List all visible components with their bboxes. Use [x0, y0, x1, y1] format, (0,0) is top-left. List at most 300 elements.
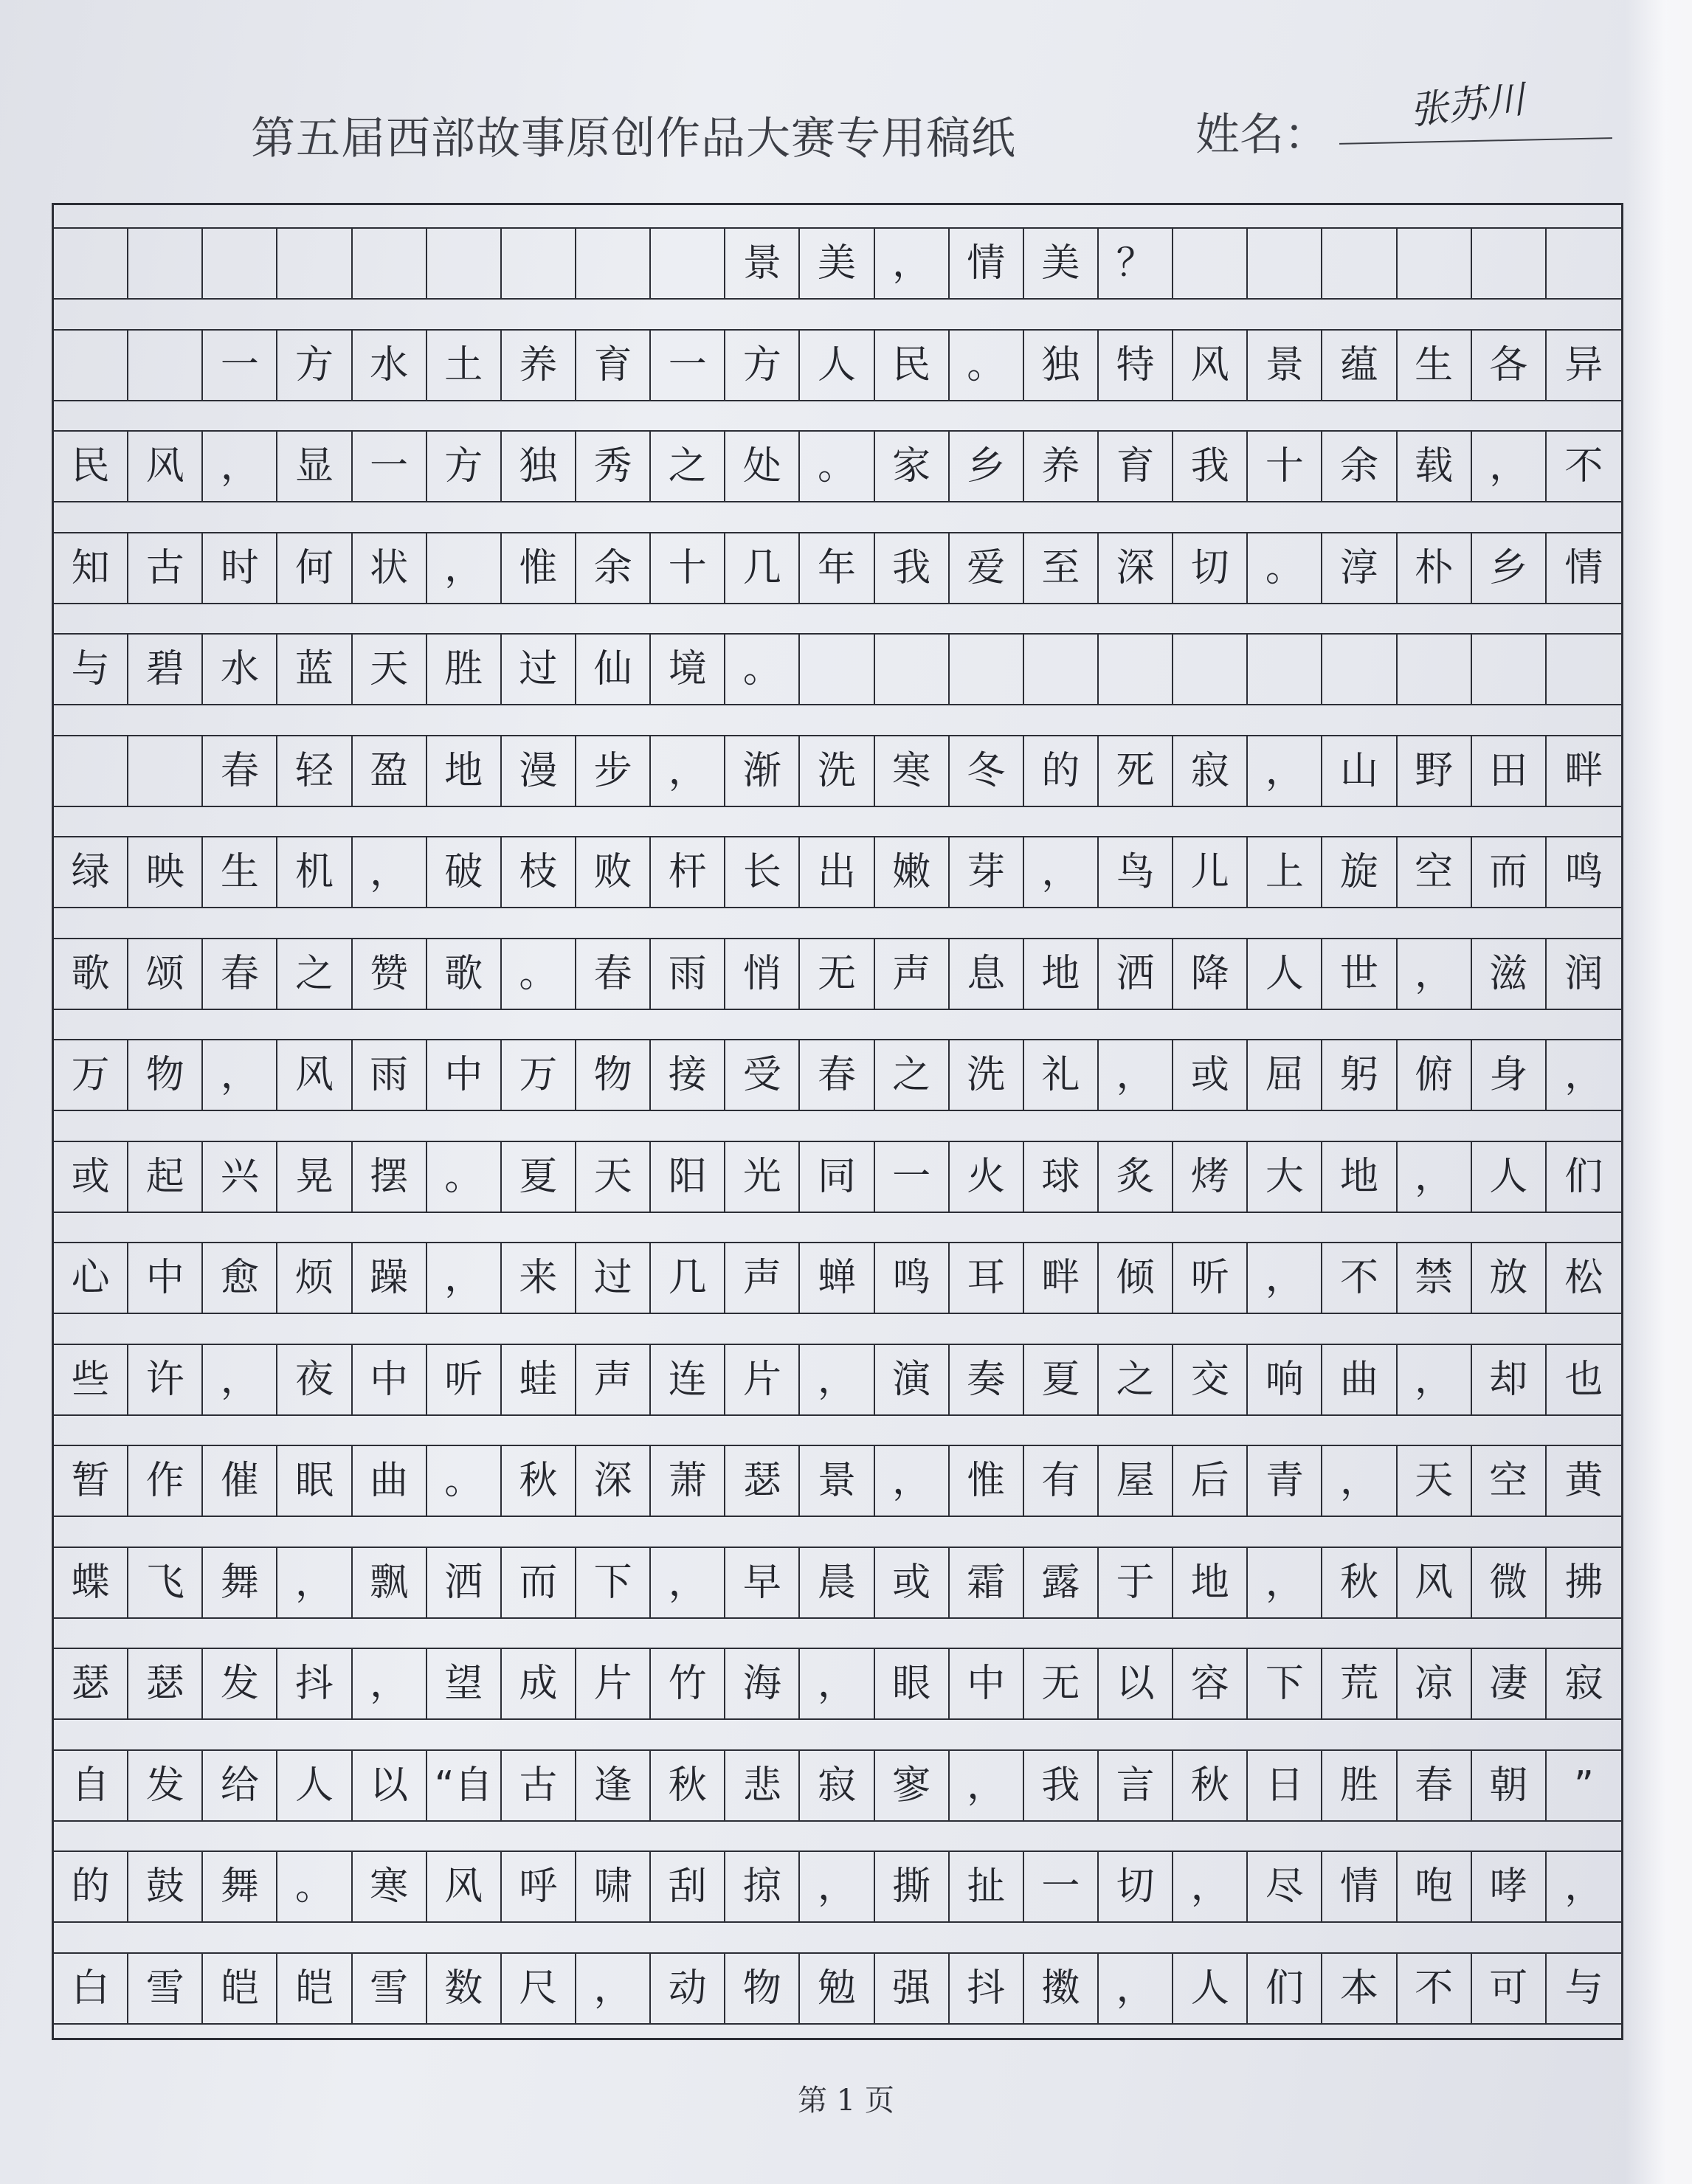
grid-cell: 抖: [950, 1954, 1024, 2023]
grid-cell: 片: [576, 1649, 651, 1718]
grid-cell: 一: [1024, 1852, 1099, 1921]
text-row: [54, 836, 1621, 908]
grid-cell: 催: [203, 1446, 277, 1516]
grid-cell: 瑟: [54, 1649, 128, 1718]
grid-cell: ，: [1564, 1865, 1603, 1909]
grid-cell: 人: [1173, 1954, 1248, 2023]
grid-cell: 舞: [203, 1852, 277, 1921]
grid-cell: 天: [353, 635, 427, 704]
grid-cell: 情: [1322, 1852, 1397, 1921]
grid-cell: 淳: [1322, 533, 1397, 603]
grid-cell: 飞: [128, 1548, 203, 1617]
grid-cell: ，: [1099, 1954, 1173, 2023]
grid-cell: 十: [651, 533, 725, 603]
grid-cell: 败: [576, 837, 651, 907]
grid-cell: 空: [1398, 837, 1472, 907]
grid-cell: 境: [651, 635, 725, 704]
grid-cell: 嫩: [875, 837, 950, 907]
grid-cell: 中: [427, 1040, 502, 1110]
grid-cell: 独: [1024, 331, 1099, 400]
grid-cell: ，: [651, 736, 725, 806]
grid-cell: 养: [1024, 432, 1099, 501]
grid-cell: 乡: [950, 432, 1024, 501]
grid-cell: 地: [1173, 1548, 1248, 1617]
grid-cell: 躬: [1322, 1040, 1397, 1110]
grid-cell: 躁: [353, 1243, 427, 1313]
grid-cell: 起: [128, 1142, 203, 1212]
grid-cell: 掠: [725, 1852, 800, 1921]
grid-cell: 之: [277, 939, 352, 1009]
grid-cell: 作: [128, 1446, 203, 1516]
grid-cell: 天: [1398, 1446, 1472, 1516]
grid-cell: 步: [576, 736, 651, 806]
grid-cell: 夏: [1024, 1345, 1099, 1414]
grid-cell: 儿: [1173, 837, 1248, 907]
grid-cell: 雨: [353, 1040, 427, 1110]
grid-cell: 蛙: [502, 1345, 576, 1414]
grid-cell: 民: [54, 432, 128, 501]
grid-cell: ，: [277, 1548, 352, 1617]
grid-cell: 连: [651, 1345, 725, 1414]
grid-cell: 载: [1398, 432, 1472, 501]
grid-cell: ，: [1173, 1852, 1248, 1921]
grid-cell: [1398, 635, 1472, 704]
grid-cell: 白: [54, 1954, 128, 2023]
grid-cell: 俯: [1398, 1040, 1472, 1110]
text-row: [54, 329, 1621, 401]
grid-cell: 歌: [54, 939, 128, 1009]
grid-cell: 或: [1173, 1040, 1248, 1110]
grid-cell: 状: [353, 533, 427, 603]
grid-cell: 蓝: [277, 635, 352, 704]
grid-cell: 暂: [54, 1446, 128, 1516]
grid-cell: 而: [502, 1548, 576, 1617]
grid-cell: ，: [1398, 1142, 1472, 1212]
grid-cell: 青: [1248, 1446, 1322, 1516]
grid-cell: 旋: [1322, 837, 1397, 907]
grid-cell: 于: [1099, 1548, 1173, 1617]
grid-cell: 望: [427, 1649, 502, 1718]
title-cell: [502, 229, 576, 298]
grid-cell: 烤: [1173, 1142, 1248, 1212]
grid-cell: 扯: [950, 1852, 1024, 1921]
grid-cell: 一: [353, 432, 427, 501]
grid-cell: 或: [54, 1142, 128, 1212]
title-cell: [1173, 229, 1248, 298]
grid-cell: 春: [203, 736, 277, 806]
grid-cell: 悄: [725, 939, 800, 1009]
grid-cell: 仙: [576, 635, 651, 704]
grid-cell: 刮: [651, 1852, 725, 1921]
grid-cell: 片: [725, 1345, 800, 1414]
grid-cell: 黄: [1564, 1459, 1603, 1503]
grid-cell: 地: [1024, 939, 1099, 1009]
text-row: [54, 1242, 1621, 1314]
grid-cell: 几: [725, 533, 800, 603]
title-cell: [1322, 229, 1397, 298]
grid-cell: 。: [800, 432, 874, 501]
grid-cell: 长: [725, 837, 800, 907]
grid-cell: 人: [1472, 1142, 1547, 1212]
title-cell: [54, 229, 128, 298]
grid-cell: 。: [277, 1852, 352, 1921]
grid-cell: 秋: [1322, 1548, 1397, 1617]
grid-cell: 受: [725, 1040, 800, 1110]
grid-cell: 微: [1472, 1548, 1547, 1617]
grid-cell: ，: [1099, 1040, 1173, 1110]
grid-cell: 交: [1173, 1345, 1248, 1414]
grid-cell: 春: [203, 939, 277, 1009]
grid-cell: 与: [1564, 1966, 1603, 2011]
grid-cell: 夏: [502, 1142, 576, 1212]
grid-cell: 春: [800, 1040, 874, 1110]
grid-cell: [1248, 635, 1322, 704]
grid-cell: 惟: [502, 533, 576, 603]
grid-cell: 深: [1099, 533, 1173, 603]
grid-cell: 物: [725, 1954, 800, 2023]
grid-cell: ，: [576, 1954, 651, 2023]
grid-cell: 绿: [54, 837, 128, 907]
text-row: [54, 532, 1621, 604]
grid-cell: 风: [1398, 1548, 1472, 1617]
writing-grid: [52, 203, 1623, 2040]
grid-cell: 球: [1024, 1142, 1099, 1212]
grid-cell: 蝶: [54, 1548, 128, 1617]
text-row: [54, 1344, 1621, 1416]
grid-cell: 咆: [1398, 1852, 1472, 1921]
text-row: [54, 1850, 1621, 1923]
grid-cell: 擞: [1024, 1954, 1099, 2023]
grid-cell: 风: [1173, 331, 1248, 400]
grid-cell: 冬: [950, 736, 1024, 806]
grid-cell: 爱: [950, 533, 1024, 603]
text-row: [54, 633, 1621, 705]
grid-cell: 特: [1099, 331, 1173, 400]
grid-cell: ，: [800, 1345, 874, 1414]
grid-cell: 时: [203, 533, 277, 603]
grid-cell: 古: [502, 1751, 576, 1820]
grid-cell: 之: [1099, 1345, 1173, 1414]
grid-cell: 切: [1173, 533, 1248, 603]
grid-cell: 雪: [128, 1954, 203, 2023]
grid-cell: 朴: [1398, 533, 1472, 603]
grid-cell: 滋: [1472, 939, 1547, 1009]
grid-cell: 惟: [950, 1446, 1024, 1516]
grid-cell: 育: [1099, 432, 1173, 501]
grid-cell: 皑: [203, 1954, 277, 2023]
grid-cell: 愈: [203, 1243, 277, 1313]
grid-cell: 生: [1398, 331, 1472, 400]
grid-cell: 民: [875, 331, 950, 400]
grid-cell: [950, 635, 1024, 704]
grid-cell: 上: [1248, 837, 1322, 907]
grid-cell: 芽: [950, 837, 1024, 907]
grid-cell: 万: [54, 1040, 128, 1110]
text-row: [54, 1547, 1621, 1619]
grid-cell: 声: [576, 1345, 651, 1414]
grid-cell: [1024, 635, 1099, 704]
grid-cell: 尺: [502, 1954, 576, 2023]
grid-cell: 逢: [576, 1751, 651, 1820]
title-cell: [353, 229, 427, 298]
grid-cell: 寒: [353, 1852, 427, 1921]
grid-cell: 春: [1398, 1751, 1472, 1820]
grid-cell: 世: [1322, 939, 1397, 1009]
grid-cell: 下: [1248, 1649, 1322, 1718]
grid-cell: 土: [427, 331, 502, 400]
grid-cell: [54, 736, 128, 806]
grid-cell: 鸣: [1564, 850, 1603, 894]
grid-cell: 。: [950, 331, 1024, 400]
grid-cell: 我: [1173, 432, 1248, 501]
grid-cell: 鼓: [128, 1852, 203, 1921]
grid-cell: 畔: [1564, 748, 1603, 793]
grid-cell: 人: [277, 1751, 352, 1820]
grid-cell: [1547, 635, 1621, 704]
grid-cell: ，: [427, 533, 502, 603]
title-cell: [427, 229, 502, 298]
grid-cell: 声: [725, 1243, 800, 1313]
grid-cell: 声: [875, 939, 950, 1009]
grid-cell: [1099, 635, 1173, 704]
grid-cell: [1322, 635, 1397, 704]
grid-cell: 抖: [277, 1649, 352, 1718]
grid-cell: 降: [1173, 939, 1248, 1009]
grid-cell: 无: [800, 939, 874, 1009]
grid-cell: 曲: [353, 1446, 427, 1516]
grid-cell: 歌: [427, 939, 502, 1009]
grid-cell: 景: [800, 1446, 874, 1516]
title-cell: [576, 229, 651, 298]
grid-cell: 方: [277, 331, 352, 400]
grid-cell: 眼: [875, 1649, 950, 1718]
grid-cell: ，: [800, 1649, 874, 1718]
grid-cell: 们: [1564, 1154, 1603, 1199]
grid-cell: 润: [1564, 951, 1603, 996]
grid-cell: 风: [128, 432, 203, 501]
grid-cell: “自: [427, 1751, 502, 1820]
grid-cell: 万: [502, 1040, 576, 1110]
text-row: [54, 938, 1621, 1010]
grid-cell: 。: [427, 1142, 502, 1212]
grid-cell: ，: [203, 1040, 277, 1110]
title-cell: [1547, 229, 1621, 298]
grid-cell: 秀: [576, 432, 651, 501]
grid-cell: 数: [427, 1954, 502, 2023]
grid-cell: 阳: [651, 1142, 725, 1212]
grid-cell: [128, 331, 203, 400]
grid-cell: ，: [427, 1243, 502, 1313]
grid-cell: 蕴: [1322, 331, 1397, 400]
grid-cell: 可: [1472, 1954, 1547, 2023]
grid-cell: 人: [800, 331, 874, 400]
grid-cell: [800, 635, 874, 704]
grid-cell: 有: [1024, 1446, 1099, 1516]
grid-cell: 以: [1099, 1649, 1173, 1718]
grid-cell: 朝: [1472, 1751, 1547, 1820]
grid-cell: 过: [502, 635, 576, 704]
grid-cell: 本: [1322, 1954, 1397, 2023]
grid-cell: 物: [128, 1040, 203, 1110]
grid-cell: 响: [1248, 1345, 1322, 1414]
grid-cell: 轻: [277, 736, 352, 806]
grid-cell: 漫: [502, 736, 576, 806]
grid-cell: 寂: [1173, 736, 1248, 806]
grid-cell: 水: [203, 635, 277, 704]
grid-cell: 几: [651, 1243, 725, 1313]
grid-cell: [1472, 635, 1547, 704]
grid-cell: ，: [1322, 1446, 1397, 1516]
grid-cell: 许: [128, 1345, 203, 1414]
grid-cell: 火: [950, 1142, 1024, 1212]
grid-cell: 古: [128, 533, 203, 603]
grid-cell: 竹: [651, 1649, 725, 1718]
text-row: [54, 1445, 1621, 1517]
grid-cell: 年: [800, 533, 874, 603]
grid-cell: ，: [1248, 736, 1322, 806]
grid-cell: 胜: [1322, 1751, 1397, 1820]
grid-cell: 自: [54, 1751, 128, 1820]
title-cell: 景: [725, 229, 800, 298]
grid-cell: 或: [875, 1548, 950, 1617]
grid-cell: 鸣: [875, 1243, 950, 1313]
title-cell: [203, 229, 277, 298]
grid-cell: 洗: [950, 1040, 1024, 1110]
grid-cell: 死: [1099, 736, 1173, 806]
grid-cell: 发: [203, 1649, 277, 1718]
grid-cell: 日: [1248, 1751, 1322, 1820]
text-row: [54, 1648, 1621, 1720]
title-cell: [1248, 229, 1322, 298]
title-cell: [1398, 229, 1472, 298]
grid-cell: ，: [1398, 939, 1472, 1009]
grid-cell: 屋: [1099, 1446, 1173, 1516]
grid-cell: 方: [427, 432, 502, 501]
grid-cell: 处: [725, 432, 800, 501]
grid-cell: 。: [502, 939, 576, 1009]
grid-cell: 给: [203, 1751, 277, 1820]
grid-cell: 寒: [875, 736, 950, 806]
grid-cell: 耳: [950, 1243, 1024, 1313]
grid-cell: 拂: [1564, 1560, 1603, 1605]
grid-cell: 烦: [277, 1243, 352, 1313]
grid-cell: 不: [1322, 1243, 1397, 1313]
grid-cell: 勉: [800, 1954, 874, 2023]
grid-cell: 天: [576, 1142, 651, 1212]
grid-cell: 一: [203, 331, 277, 400]
grid-cell: 的: [54, 1852, 128, 1921]
grid-cell: 些: [54, 1345, 128, 1414]
grid-cell: 出: [800, 837, 874, 907]
title-cell: [1472, 229, 1547, 298]
grid-cell: 赞: [353, 939, 427, 1009]
grid-cell: 眠: [277, 1446, 352, 1516]
grid-cell: 海: [725, 1649, 800, 1718]
title-cell: ，: [875, 229, 950, 298]
grid-cell: 曲: [1322, 1345, 1397, 1414]
grid-cell: 奏: [950, 1345, 1024, 1414]
grid-cell: ，: [1472, 432, 1547, 501]
grid-cell: ，: [1248, 1243, 1322, 1313]
form-title: 第五届西部故事原创作品大赛专用稿纸: [251, 113, 1016, 165]
grid-cell: 晃: [277, 1142, 352, 1212]
grid-cell: 霜: [950, 1548, 1024, 1617]
grid-cell: 瑟: [725, 1446, 800, 1516]
grid-cell: ，: [1248, 1548, 1322, 1617]
essay-title-row: [54, 227, 1621, 300]
grid-cell: 洒: [1099, 939, 1173, 1009]
grid-cell: 情: [1564, 545, 1603, 590]
grid-cell: 凄: [1472, 1649, 1547, 1718]
handwritten-name: 张苏川: [1407, 77, 1527, 134]
grid-cell: 野: [1398, 736, 1472, 806]
name-underline: [1339, 137, 1612, 145]
grid-cell: 摆: [353, 1142, 427, 1212]
grid-cell: ，: [1024, 837, 1099, 907]
grid-cell: 渐: [725, 736, 800, 806]
grid-cell: 悲: [725, 1751, 800, 1820]
grid-cell: 中: [950, 1649, 1024, 1718]
grid-cell: 乡: [1472, 533, 1547, 603]
grid-cell: 皑: [277, 1954, 352, 2023]
grid-cell: 映: [128, 837, 203, 907]
grid-cell: 碧: [128, 635, 203, 704]
grid-cell: 知: [54, 533, 128, 603]
grid-cell: ，: [1398, 1345, 1472, 1414]
grid-cell: 屈: [1248, 1040, 1322, 1110]
grid-cell: 。: [725, 635, 800, 704]
grid-cell: 却: [1472, 1345, 1547, 1414]
text-row: [54, 735, 1621, 807]
grid-cell: 晨: [800, 1548, 874, 1617]
grid-cell: 养: [502, 331, 576, 400]
grid-cell: 禁: [1398, 1243, 1472, 1313]
grid-cell: 各: [1472, 331, 1547, 400]
grid-cell: 何: [277, 533, 352, 603]
grid-cell: 春: [576, 939, 651, 1009]
grid-cell: 哮: [1472, 1852, 1547, 1921]
grid-cell: 颂: [128, 939, 203, 1009]
grid-cell: 凉: [1398, 1649, 1472, 1718]
page-fold-shadow: [1626, 0, 1692, 2184]
page-number: 第 1 页: [798, 2084, 894, 2118]
grid-cell: 独: [502, 432, 576, 501]
grid-cell: 呼: [502, 1852, 576, 1921]
grid-cell: 切: [1099, 1852, 1173, 1921]
grid-cell: 大: [1248, 1142, 1322, 1212]
text-row: [54, 1952, 1621, 2025]
grid-cell: 身: [1472, 1040, 1547, 1110]
grid-cell: 撕: [875, 1852, 950, 1921]
grid-cell: 方: [725, 331, 800, 400]
grid-cell: 盈: [353, 736, 427, 806]
title-cell: [128, 229, 203, 298]
title-cell: 情: [950, 229, 1024, 298]
grid-cell: ，: [1564, 1053, 1603, 1097]
grid-cell: 枝: [502, 837, 576, 907]
grid-cell: 显: [277, 432, 352, 501]
grid-cell: 中: [128, 1243, 203, 1313]
grid-cell: 景: [1248, 331, 1322, 400]
grid-cell: 秋: [502, 1446, 576, 1516]
grid-cell: 倾: [1099, 1243, 1173, 1313]
grid-cell: 与: [54, 635, 128, 704]
grid-cell: 鸟: [1099, 837, 1173, 907]
grid-cell: 听: [427, 1345, 502, 1414]
grid-cell: 不: [1564, 444, 1603, 488]
grid-cell: 畔: [1024, 1243, 1099, 1313]
grid-cell: 之: [875, 1040, 950, 1110]
